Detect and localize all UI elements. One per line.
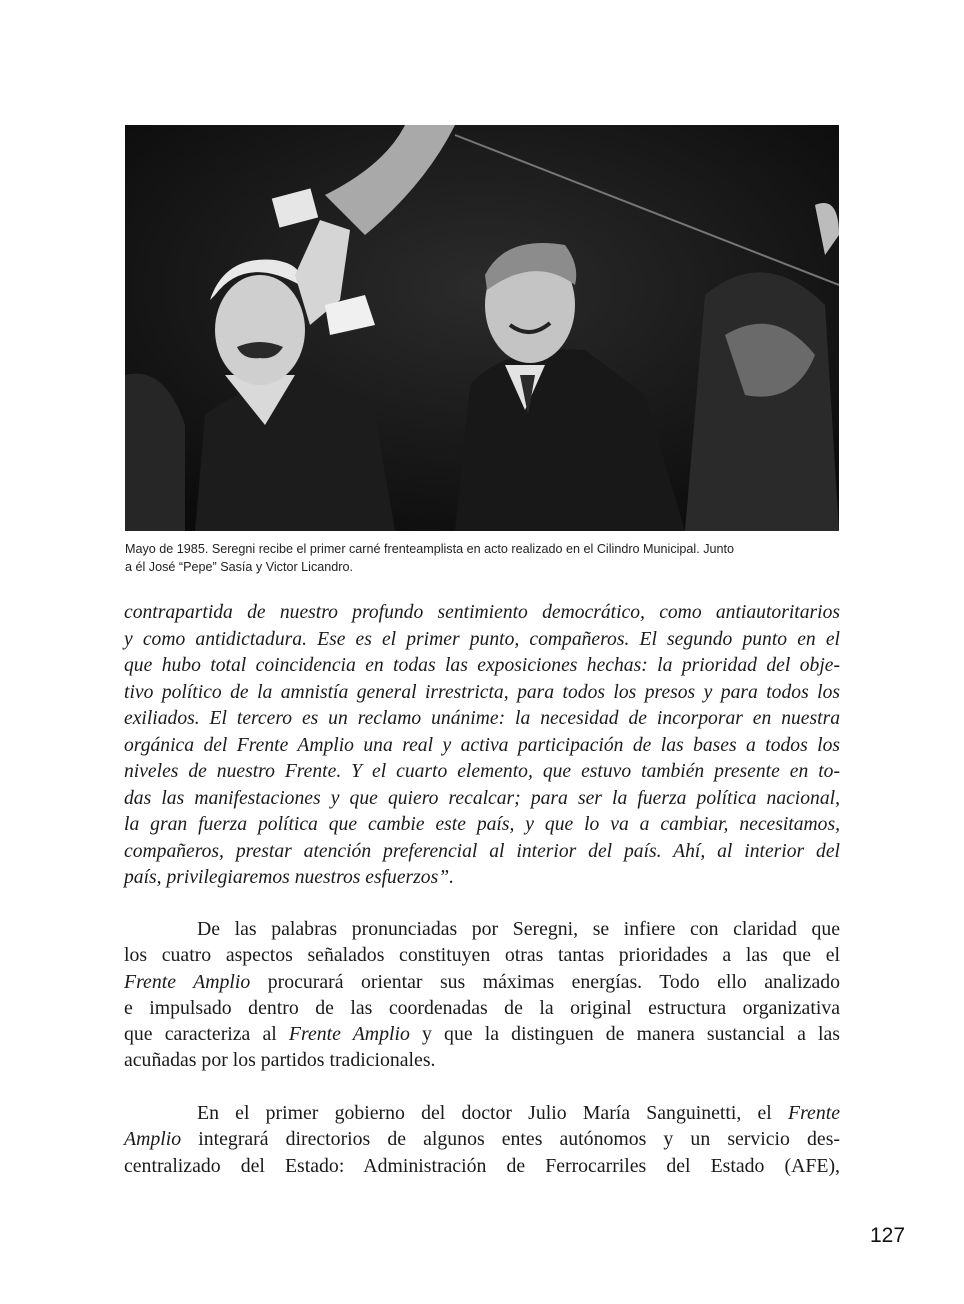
quote-line: exiliados. El tercero es un reclamo unánime: la necesidad de incorporar en nuestra bbox=[124, 708, 840, 729]
quote-line: compañeros, prestar atención preferencial al interior del país. Ahí, al interior del bbox=[124, 840, 840, 862]
italic-term: Frente Amplio bbox=[124, 970, 251, 993]
italic-term: Amplio bbox=[124, 1128, 182, 1151]
paragraph-line bbox=[124, 1100, 840, 1126]
italic-term: Frente Amplio bbox=[288, 1023, 410, 1046]
line-text: que caracteriza al bbox=[124, 1023, 289, 1046]
photo-caption bbox=[125, 540, 841, 576]
line-text: y que la distinguen de manera sustancial a las bbox=[409, 1023, 840, 1046]
paragraph-line: los cuatro aspectos señalados constituyen otras tantas prioridades a las que el bbox=[124, 944, 840, 967]
caption-line: Mayo de 1985. Seregni recibe el primer carné frenteamplista en acto realizado en el Cilindro Municipal. Junto bbox=[125, 542, 735, 556]
photo-illustration bbox=[125, 125, 839, 531]
quote-line: niveles de nuestro Frente. Y el cuarto elemento, que estuvo también presente en to- bbox=[124, 761, 840, 782]
italic-term: Frente bbox=[788, 1102, 840, 1124]
historical-photograph bbox=[125, 125, 839, 531]
line-text: procurará orientar sus máximas energías. Todo ello analizado bbox=[250, 970, 840, 993]
quote-line: que hubo total coincidencia en todas las exposiciones hechas: la prioridad del obje- bbox=[124, 655, 840, 676]
quote-line: y como antidictadura. Ese es el primer punto, compañeros. El segundo punto en el bbox=[124, 628, 840, 650]
quote-line: orgánica del Frente Amplio una real y activa participación de las bases a todos los bbox=[124, 734, 840, 756]
paragraph-line: acuñadas por los partidos tradicionales. bbox=[124, 1049, 436, 1072]
line-text: En el primer gobierno del doctor Julio María Sanguinetti, el bbox=[197, 1102, 788, 1124]
line-text: integrará directorios de algunos entes autónomos y un servicio des- bbox=[181, 1128, 840, 1151]
page-number: 127 bbox=[870, 1224, 906, 1247]
paragraph-line: e impulsado dentro de las coordenadas de la original estructura organizativa bbox=[124, 996, 840, 1019]
quoted-speech bbox=[124, 600, 840, 892]
paragraph-line bbox=[124, 969, 840, 995]
quote-line: das las manifestaciones y que quiero recalcar; para ser la fuerza política nacional, bbox=[124, 787, 840, 809]
paragraph-line: centralizado del Estado: Administración de Ferrocarriles del Estado (AFE), bbox=[124, 1154, 840, 1177]
quote-line: contrapartida de nuestro profundo sentimiento democrático, como antiautoritarios bbox=[124, 602, 840, 623]
paragraph-line bbox=[124, 1126, 840, 1152]
body-paragraph-1 bbox=[124, 916, 840, 1074]
quote-line: tivo político de la amnistía general irrestricta, para todos los presos y para todos los bbox=[124, 681, 840, 703]
quote-line: país, privilegiaremos nuestros esfuerzos”. bbox=[124, 867, 455, 888]
paragraph-line: De las palabras pronunciadas por Seregni, se infiere con claridad que bbox=[197, 918, 840, 940]
quote-line: la gran fuerza política que cambie este país, y que lo va a cambiar, necesitamos, bbox=[124, 814, 840, 835]
left-man-face bbox=[215, 275, 305, 385]
paragraph-line bbox=[124, 1021, 840, 1047]
caption-line: a él José “Pepe” Sasía y Victor Licandro. bbox=[125, 560, 353, 574]
body-paragraph-2 bbox=[124, 1100, 840, 1179]
